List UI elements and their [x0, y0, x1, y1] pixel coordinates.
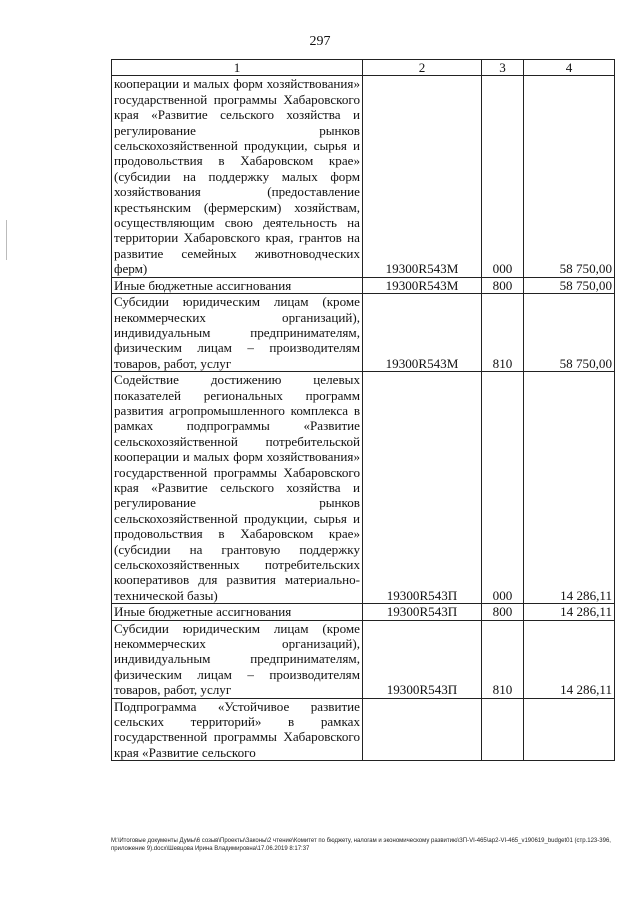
- row-description: Содействие достижению целевых показателей региональных программ развития агропромышленного комплекса в рамках подпрограммы «Развитие сельскохозяйственной потребительской кооперации и малых форм хозяйствования» государственной программы Хабаровского края «Развитие сельского хозяйства и регулирование рынков сельскохозяйственной продукции, сырья и продовольствия в Хабаровском крае» (субсидии на грантовую поддержку сельскохозяйственных потребительских кооперативов для развития материально-технической базы): [112, 372, 363, 604]
- row-target-code: [363, 698, 482, 761]
- table-row: [112, 372, 615, 604]
- column-header: 1: [112, 60, 363, 76]
- row-description: кооперации и малых форм хозяйствования» государственной программы Хабаровского края «Развитие сельского хозяйства и регулирование рынков сельскохозяйственной продукции, сырья и продовольствия в Хабаровском крае» (субсидии на поддержку малых форм хозяйствования (предоставление крестьянским (фермерским) хозяйствам, осуществляющим свою деятельность на территории Хабаровского края, грантов на развитие семейных животноводческих ферм): [112, 76, 363, 277]
- row-description: Субсидии юридическим лицам (кроме некоммерческих организаций), индивидуальным предпринимателям, физическим лицам – производителям товаров, работ, услуг: [112, 294, 363, 372]
- table-row: [112, 277, 615, 293]
- row-target-code: 19300R543M: [363, 294, 482, 372]
- row-expense-type: 000: [482, 372, 524, 604]
- page-number: 297: [309, 34, 331, 49]
- row-amount: 14 286,11: [524, 620, 615, 698]
- row-target-code: 19300R543M: [363, 76, 482, 277]
- row-amount: 14 286,11: [524, 604, 615, 620]
- row-description: Иные бюджетные ассигнования: [112, 277, 363, 293]
- table-row: [112, 698, 615, 761]
- row-expense-type: 810: [482, 294, 524, 372]
- row-amount: [524, 698, 615, 761]
- table-row: [112, 620, 615, 698]
- table-row: [112, 294, 615, 372]
- table-row: [112, 76, 615, 277]
- row-target-code: 19300R543П: [363, 604, 482, 620]
- row-description: Подпрограмма «Устойчивое развитие сельских территорий» в рамках государственной программы Хабаровского края «Развитие сельского: [112, 698, 363, 761]
- table-row: [112, 604, 615, 620]
- row-amount: 58 750,00: [524, 277, 615, 293]
- row-amount: 58 750,00: [524, 294, 615, 372]
- table-header-row: [112, 60, 615, 76]
- row-expense-type: 000: [482, 76, 524, 277]
- row-expense-type: 800: [482, 277, 524, 293]
- row-expense-type: 810: [482, 620, 524, 698]
- column-header: 3: [482, 60, 524, 76]
- column-header: 4: [524, 60, 615, 76]
- row-description: Субсидии юридическим лицам (кроме некоммерческих организаций), индивидуальным предпринимателям, физическим лицам – производителям товаров, работ, услуг: [112, 620, 363, 698]
- row-target-code: 19300R543M: [363, 277, 482, 293]
- row-expense-type: 800: [482, 604, 524, 620]
- row-amount: 14 286,11: [524, 372, 615, 604]
- scan-edge-mark: [6, 220, 7, 260]
- row-amount: 58 750,00: [524, 76, 615, 277]
- row-target-code: 19300R543П: [363, 372, 482, 604]
- document-path-footer: M:\Итоговые документы Думы\6 созыв\Проекты\Законы\2 чтение\Комитет по бюджету, налогам и экономическому развитию\ЗП-VI-465\ap2-VI-465_v190619_budget01 (стр.123-396, приложение 9).docx\Шевцова Ирина Владимировна\17.06.2019 8:17:37: [111, 838, 611, 852]
- row-target-code: 19300R543П: [363, 620, 482, 698]
- column-header: 2: [363, 60, 482, 76]
- row-description: Иные бюджетные ассигнования: [112, 604, 363, 620]
- budget-table: [111, 59, 615, 761]
- row-expense-type: [482, 698, 524, 761]
